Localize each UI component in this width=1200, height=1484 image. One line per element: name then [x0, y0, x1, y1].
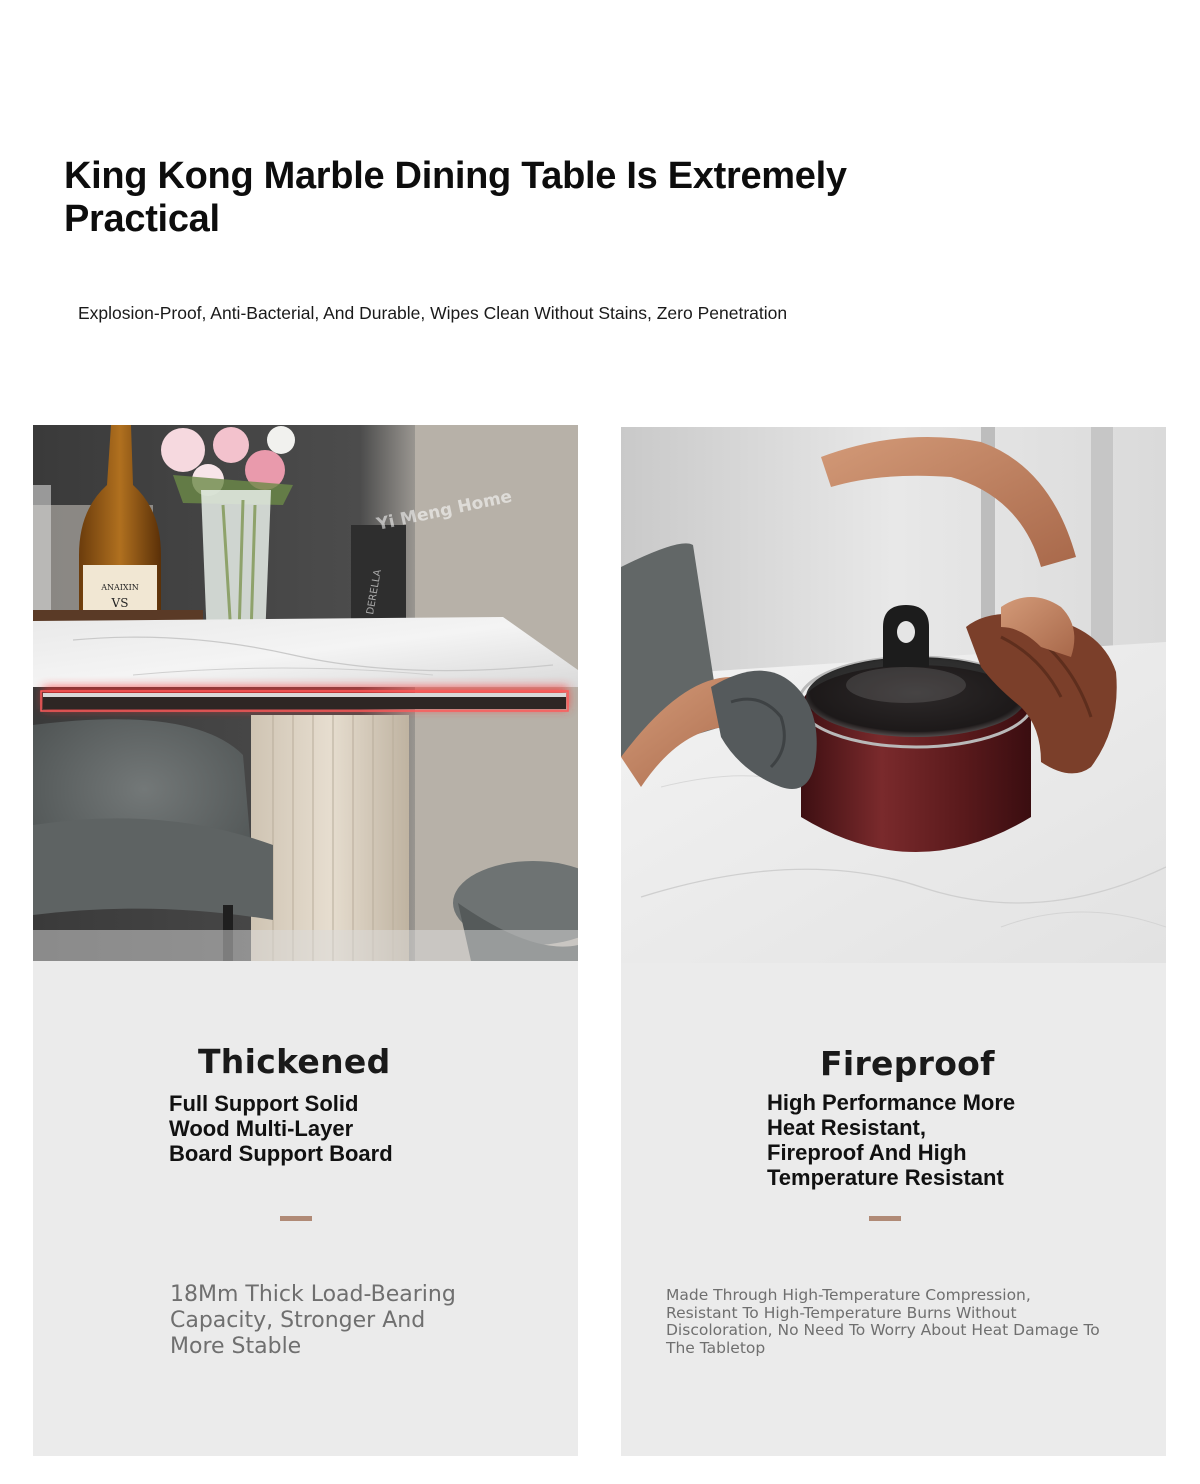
feature-description: Made Through High-Temperature Compression, Resistant To High-Temperature Burns Without Discoloration, No Need To Worry About Heat Damage To The Tabletop	[666, 1286, 1100, 1357]
page-headline: King Kong Marble Dining Table Is Extremely Practical	[64, 155, 847, 240]
bottle-label-top: ANAIXIN	[101, 583, 139, 592]
hot-pot-photo	[621, 427, 1166, 963]
box-label: DERELLA	[365, 568, 384, 616]
feature-divider	[869, 1216, 901, 1221]
feature-description: 18Mm Thick Load-Bearing Capacity, Stronger And More Stable	[170, 1282, 456, 1359]
feature-divider	[280, 1216, 312, 1221]
feature-subtitle: High Performance More Heat Resistant, Fireproof And High Temperature Resistant	[767, 1090, 1016, 1190]
bottle-label-main: VS	[111, 596, 129, 610]
feature-card-thickened	[33, 425, 578, 1456]
table-edge-photo	[33, 425, 578, 961]
feature-title: Fireproof	[820, 1044, 995, 1083]
feature-card-fireproof	[621, 427, 1166, 1456]
feature-subtitle: Full Support Solid Wood Multi-Layer Board Support Board	[169, 1091, 393, 1166]
page-subheadline: Explosion-Proof, Anti-Bacterial, And Durable, Wipes Clean Without Stains, Zero Penetration	[78, 303, 788, 323]
feature-title: Thickened	[198, 1042, 391, 1081]
photo-watermark: Yi Meng Home	[374, 486, 514, 535]
